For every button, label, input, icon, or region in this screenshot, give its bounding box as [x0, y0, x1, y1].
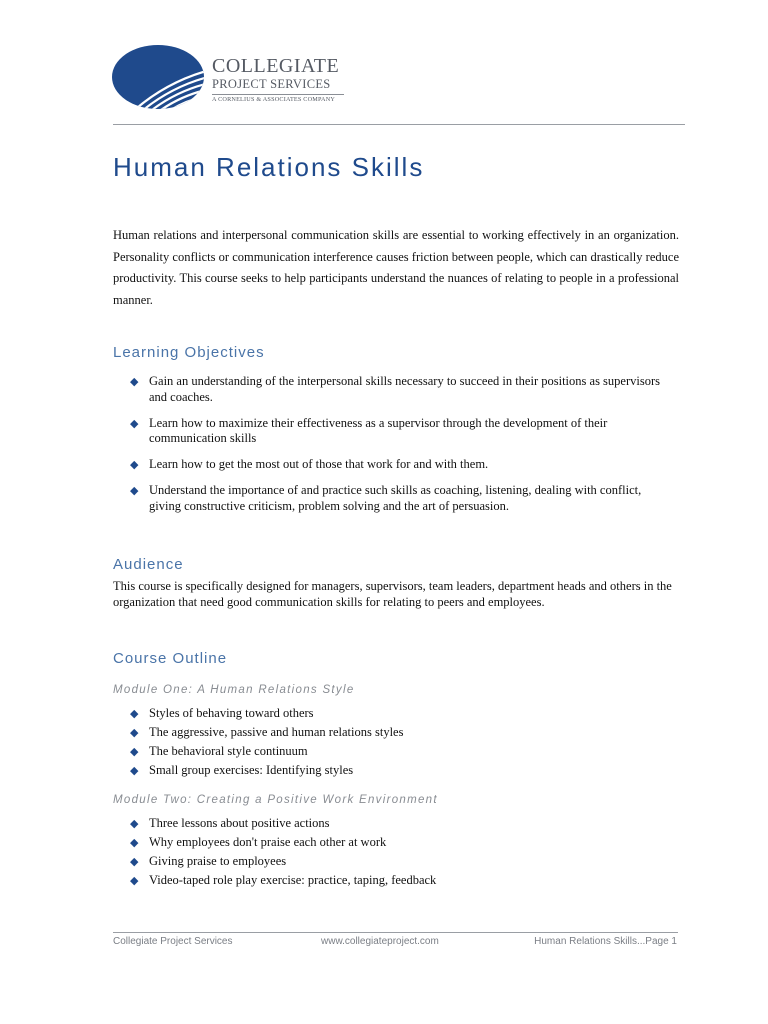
course-outline-heading: Course Outline [113, 650, 228, 667]
list-item [130, 706, 675, 722]
diamond-bullet-icon: ◆ [130, 375, 139, 388]
audience-heading: Audience [113, 556, 184, 573]
module-two-list [130, 816, 675, 892]
list-item [130, 744, 675, 760]
list-item-text: Video-taped role play exercise: practice, taping, feedback [149, 873, 437, 887]
list-item [130, 483, 675, 514]
list-item-text: Gain an understanding of the interpersonal skills necessary to succeed in their positions as supervisors and coaches. [149, 374, 660, 404]
company-logo [110, 42, 370, 112]
list-item [130, 763, 675, 779]
diamond-bullet-icon: ◆ [130, 745, 139, 758]
audience-paragraph: This course is specifically designed for managers, supervisors, team leaders, department heads and others in the organization that need good communication skills for relating to peers and employees. [113, 579, 672, 609]
page-title: Human Relations Skills [113, 152, 425, 182]
learning-objectives-heading: Learning Objectives [113, 344, 265, 361]
header-divider [113, 124, 685, 125]
footer-page-number: Human Relations Skills...Page 1 [534, 936, 677, 947]
list-item [130, 835, 675, 851]
footer-company: Collegiate Project Services [113, 936, 233, 947]
diamond-bullet-icon: ◆ [130, 726, 139, 739]
module-title: Module One: A Human Relations Style [113, 684, 355, 696]
diamond-bullet-icon: ◆ [130, 874, 139, 887]
diamond-bullet-icon: ◆ [130, 484, 139, 497]
diamond-bullet-icon: ◆ [130, 836, 139, 849]
list-item-text: Styles of behaving toward others [149, 706, 314, 720]
list-item-text: The aggressive, passive and human relations styles [149, 725, 404, 739]
list-item [130, 725, 675, 741]
diamond-bullet-icon: ◆ [130, 458, 139, 471]
list-item-text: Understand the importance of and practice such skills as coaching, listening, dealing with conflict, giving constructive criticism, problem solving and the art of persuasion. [149, 483, 642, 513]
diamond-bullet-icon: ◆ [130, 764, 139, 777]
diamond-bullet-icon: ◆ [130, 416, 139, 430]
diamond-bullet-icon: ◆ [130, 855, 139, 868]
logo-name: COLLEGIATE [212, 55, 340, 77]
diamond-bullet-icon: ◆ [130, 707, 139, 720]
footer-divider [113, 932, 678, 933]
logo-tagline: A CORNELIUS & ASSOCIATES COMPANY [212, 95, 336, 103]
list-item [130, 457, 675, 473]
learning-objectives-list [130, 374, 675, 525]
list-item-text: Three lessons about positive actions [149, 816, 330, 830]
list-item [130, 416, 675, 447]
logo-divider [212, 94, 344, 95]
footer-website: www.collegiateproject.com [321, 936, 439, 947]
intro-paragraph: Human relations and interpersonal communication skills are essential to working effectively in an organization. Personality conflicts or communication interference causes friction between people, which can drastically reduce productivity. This course seeks to help participants understand the nuances of relating to people in a professional manner. [113, 228, 679, 307]
list-item-text: Giving praise to employees [149, 854, 287, 868]
list-item [130, 816, 675, 832]
list-item-text: Learn how to get the most out of those that work for and with them. [149, 457, 489, 471]
list-item-text: Why employees don't praise each other at work [149, 835, 387, 849]
list-item [130, 374, 675, 405]
list-item-text: Learn how to maximize their effectiveness as a supervisor through the development of their communication skills [149, 415, 608, 445]
list-item [130, 873, 675, 889]
module-title: Module Two: Creating a Positive Work Environment [113, 794, 438, 806]
module-one-list [130, 706, 675, 782]
collegiate-swoosh-logo-icon [110, 42, 210, 112]
list-item [130, 854, 675, 870]
list-item-text: Small group exercises: Identifying styles [149, 763, 354, 777]
logo-subtitle: PROJECT SERVICES [212, 77, 331, 91]
diamond-bullet-icon: ◆ [130, 817, 139, 830]
list-item-text: The behavioral style continuum [149, 744, 308, 758]
